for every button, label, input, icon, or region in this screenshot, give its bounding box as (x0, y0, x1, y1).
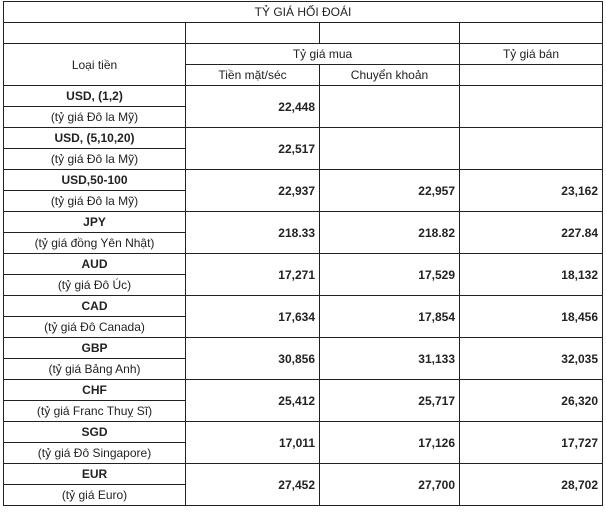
table-row (4, 128, 603, 149)
table-row (4, 338, 603, 359)
rate-sell: 26,320 (460, 380, 603, 422)
table-row (4, 254, 603, 275)
table-title: TỶ GIÁ HỐI ĐOÁI (4, 2, 603, 23)
currency-code: USD, (5,10,20) (4, 128, 186, 149)
rate-transfer: 31,133 (320, 338, 460, 380)
rate-transfer (320, 128, 460, 170)
table-row (4, 380, 603, 401)
rate-cash: 22,448 (186, 86, 320, 128)
currency-code: CAD (4, 296, 186, 317)
rate-transfer: 22,957 (320, 170, 460, 212)
table-row (4, 464, 603, 485)
rate-sell: 227.84 (460, 212, 603, 254)
currency-name: (tỷ giá Đô la Mỹ) (4, 191, 186, 212)
header-cash: Tiền mặt/séc (186, 65, 320, 86)
rate-cash: 27,452 (186, 464, 320, 506)
rate-transfer: 25,717 (320, 380, 460, 422)
rate-transfer: 27,700 (320, 464, 460, 506)
rate-cash: 17,011 (186, 422, 320, 464)
rate-cash: 25,412 (186, 380, 320, 422)
rate-transfer: 218.82 (320, 212, 460, 254)
header-buy: Tỷ giá mua (186, 44, 460, 65)
currency-name: (tỷ giá Đô la Mỹ) (4, 149, 186, 170)
rate-transfer (320, 86, 460, 128)
currency-name: (tỷ giá Euro) (4, 485, 186, 506)
header-transfer: Chuyển khoản (320, 65, 460, 86)
rate-sell: 32,035 (460, 338, 603, 380)
rate-sell (460, 86, 603, 128)
currency-name: (tỷ giá Đô Singapore) (4, 443, 186, 464)
rate-sell: 18,456 (460, 296, 603, 338)
rate-cash: 218.33 (186, 212, 320, 254)
rate-sell: 18,132 (460, 254, 603, 296)
rate-cash: 17,634 (186, 296, 320, 338)
rate-sell: 17,727 (460, 422, 603, 464)
currency-code: AUD (4, 254, 186, 275)
currency-code: SGD (4, 422, 186, 443)
table-row (4, 422, 603, 443)
table-row (4, 296, 603, 317)
currency-code: USD,50-100 (4, 170, 186, 191)
rate-sell: 23,162 (460, 170, 603, 212)
rate-transfer: 17,126 (320, 422, 460, 464)
rate-sell: 28,702 (460, 464, 603, 506)
rate-cash: 22,517 (186, 128, 320, 170)
rate-sell (460, 128, 603, 170)
table-row (4, 86, 603, 107)
currency-code: EUR (4, 464, 186, 485)
currency-name: (tỷ giá Đô la Mỹ) (4, 107, 186, 128)
header-sell: Tỷ giá bán (460, 44, 603, 65)
currency-name: (tỷ giá Đô Canada) (4, 317, 186, 338)
rate-cash: 17,271 (186, 254, 320, 296)
currency-code: CHF (4, 380, 186, 401)
currency-name: (tỷ giá đồng Yên Nhật) (4, 233, 186, 254)
currency-name: (tỷ giá Đô Úc) (4, 275, 186, 296)
empty-row (4, 23, 603, 44)
rate-transfer: 17,529 (320, 254, 460, 296)
currency-code: JPY (4, 212, 186, 233)
currency-name: (tỷ giá Franc Thuỵ Sĩ) (4, 401, 186, 422)
currency-code: USD, (1,2) (4, 86, 186, 107)
table-row (4, 170, 603, 191)
rate-transfer: 17,854 (320, 296, 460, 338)
currency-code: GBP (4, 338, 186, 359)
header-sell-blank (460, 65, 603, 86)
rate-cash: 30,856 (186, 338, 320, 380)
currency-name: (tỷ giá Bảng Anh) (4, 359, 186, 380)
rate-cash: 22,937 (186, 170, 320, 212)
exchange-rate-table (3, 1, 603, 506)
header-currency: Loại tiền (4, 44, 186, 86)
table-row (4, 212, 603, 233)
